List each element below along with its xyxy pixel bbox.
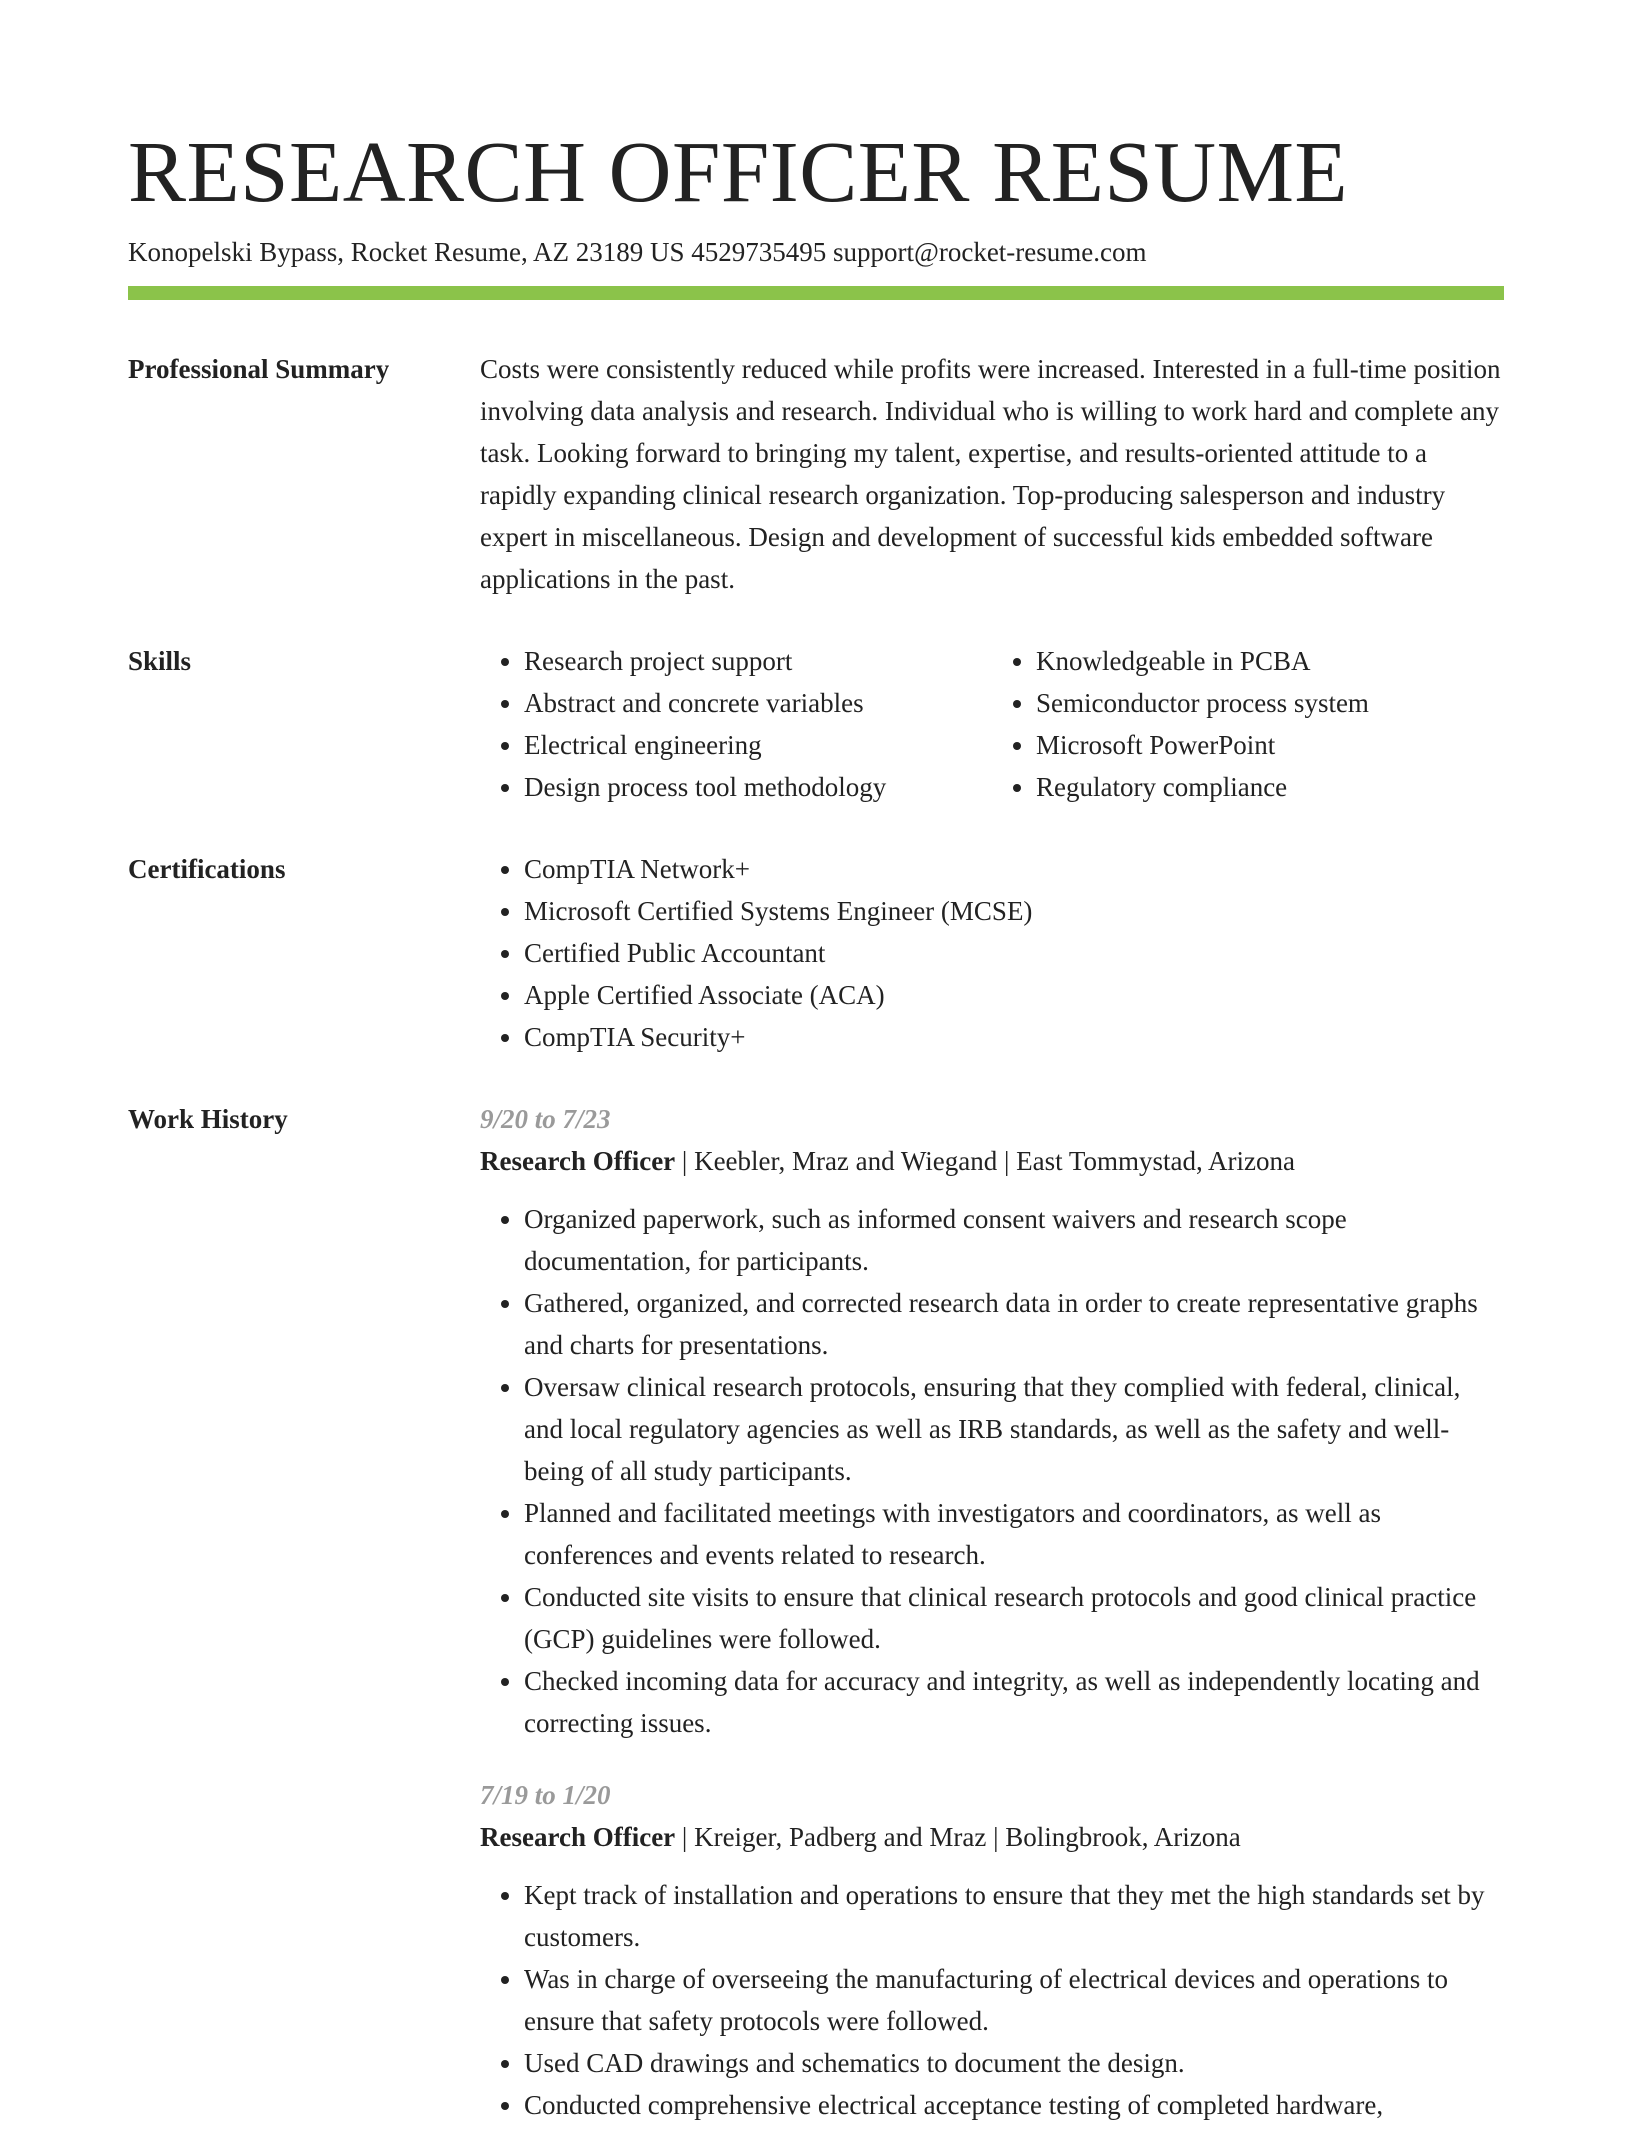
job-bullet: • Oversaw clinical research protocols, ensuring that they complied with federal, clinical, and local regulatory agencies as well as IRB standards, as well as the safety and well-being of all study participants.: [524, 1366, 1504, 1492]
professional-summary-section: [128, 348, 1504, 600]
skills-column-1: [480, 640, 992, 808]
job-bullet: • Organized paperwork, such as informed consent waivers and research scope documentation, for participants.: [524, 1198, 1504, 1282]
skill-item: • Research project support: [524, 640, 992, 682]
job-bullet: • Was in charge of overseeing the manufacturing of electrical devices and operations to ensure that safety protocols were followed.: [524, 1958, 1504, 2042]
job-dates: 7/19 to 1/20: [480, 1780, 611, 1810]
work-history-section: [128, 1098, 1504, 2156]
job-bullet: • Conducted site visits to ensure that clinical research protocols and good clinical practice (GCP) guidelines were followed.: [524, 1576, 1504, 1660]
certifications-list: [480, 848, 1504, 1058]
job-details: | Keebler, Mraz and Wiegand | East Tommystad, Arizona: [675, 1146, 1295, 1176]
section-label-summary: Professional Summary: [128, 354, 390, 384]
job-bullet: • Conducted comprehensive electrical acceptance testing of completed hardware,: [524, 2084, 1504, 2126]
job-heading: [480, 1816, 1504, 1858]
job-entry: [480, 1098, 1504, 1744]
certification-item: • CompTIA Network+: [524, 848, 1504, 890]
accent-divider: [128, 286, 1504, 300]
job-entry: [480, 1774, 1504, 2126]
skill-item: • Knowledgeable in PCBA: [1036, 640, 1504, 682]
skills-section: [128, 640, 1504, 808]
job-role: Research Officer: [480, 1146, 676, 1176]
skill-item: • Semiconductor process system: [1036, 682, 1504, 724]
skill-item: • Microsoft PowerPoint: [1036, 724, 1504, 766]
skill-item: • Design process tool methodology: [524, 766, 992, 808]
summary-text: Costs were consistently reduced while profits were increased. Interested in a full-time position involving data analysis and research. Individual who is willing to work hard and complete any task. Looking forward to bringing my talent, expertise, and results-oriented attitude to a rapidly expanding clinical research organization. Top-producing salesperson and industry expert in miscellaneous. Design and development of successful kids embedded software applications in the past.: [480, 354, 1501, 594]
job-bullets: [480, 1874, 1504, 2126]
certification-item: • Apple Certified Associate (ACA): [524, 974, 1504, 1016]
skill-item: • Electrical engineering: [524, 724, 992, 766]
resume-title: RESEARCH OFFICER RESUME: [128, 123, 1349, 220]
job-heading: [480, 1140, 1504, 1182]
certification-item: • CompTIA Security+: [524, 1016, 1504, 1058]
skill-item: • Regulatory compliance: [1036, 766, 1504, 808]
certifications-section: [128, 848, 1504, 1058]
job-bullet: • Checked incoming data for accuracy and integrity, as well as independently locating and correcting issues.: [524, 1660, 1504, 1744]
certification-item: • Certified Public Accountant: [524, 932, 1504, 974]
skills-column-2: [992, 640, 1504, 808]
job-role: Research Officer: [480, 1822, 676, 1852]
job-bullets: [480, 1198, 1504, 1744]
section-label-work-history: Work History: [128, 1104, 288, 1134]
skill-item: • Abstract and concrete variables: [524, 682, 992, 724]
job-details: | Kreiger, Padberg and Mraz | Bolingbrook, Arizona: [675, 1822, 1241, 1852]
contact-line: Konopelski Bypass, Rocket Resume, AZ 23189 US 4529735495 support@rocket-resume.com: [128, 237, 1147, 267]
job-dates: 9/20 to 7/23: [480, 1104, 611, 1134]
job-bullet: • Kept track of installation and operations to ensure that they met the high standards set by customers.: [524, 1874, 1504, 1958]
job-bullet: • Gathered, organized, and corrected research data in order to create representative graphs and charts for presentations.: [524, 1282, 1504, 1366]
resume-page: [128, 0, 1504, 2156]
job-bullet: • Used CAD drawings and schematics to document the design.: [524, 2042, 1504, 2084]
job-bullet: • Planned and facilitated meetings with investigators and coordinators, as well as conferences and events related to research.: [524, 1492, 1504, 1576]
section-label-certifications: Certifications: [128, 854, 286, 884]
section-label-skills: Skills: [128, 646, 192, 676]
certification-item: • Microsoft Certified Systems Engineer (MCSE): [524, 890, 1504, 932]
